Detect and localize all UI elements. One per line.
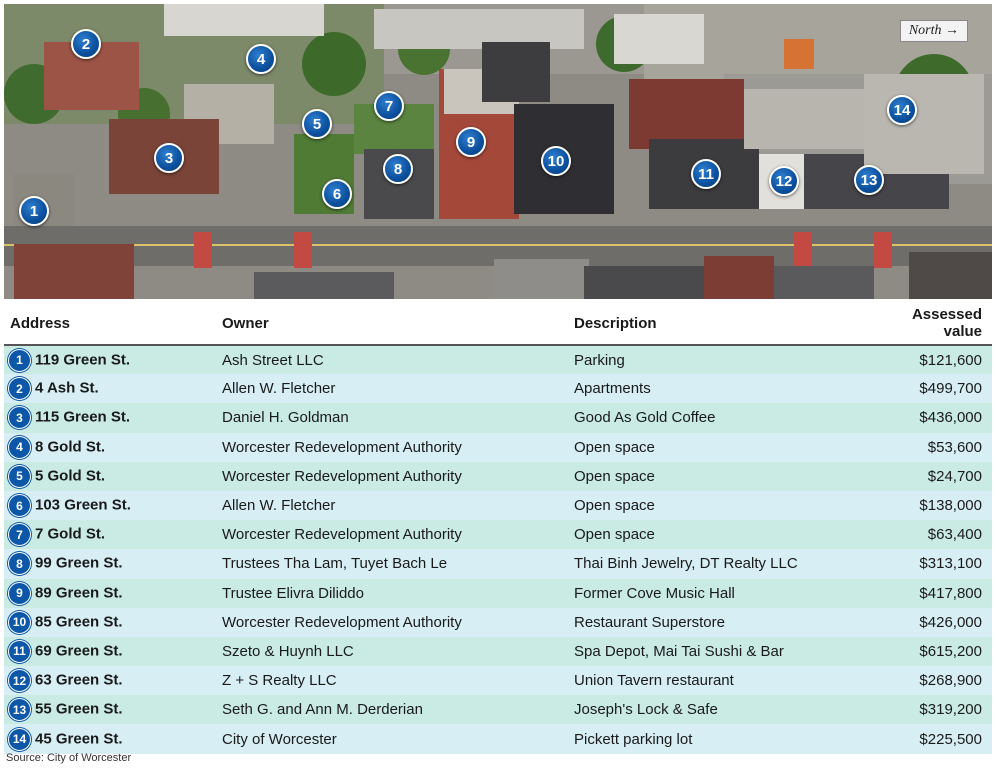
owner-cell: Trustees Tha Lam, Tuyet Bach Le [216,549,568,578]
address-text: 55 Green St. [35,700,123,718]
owner-cell: Worcester Redevelopment Authority [216,433,568,462]
map-marker: 11 [691,159,721,189]
owner-cell: Seth G. and Ann M. Derderian [216,695,568,724]
owner-cell: Ash Street LLC [216,345,568,374]
description-cell: Parking [568,345,880,374]
map-marker: 10 [541,146,571,176]
map-marker: 5 [302,109,332,139]
row-number-badge: 8 [8,552,31,575]
address-text: 8 Gold St. [35,438,106,456]
address-text: 89 Green St. [35,584,123,602]
address-cell [4,520,216,549]
assessed-value-cell: $313,100 [880,549,992,578]
assessed-value-cell: $436,000 [880,403,992,432]
description-cell: Apartments [568,374,880,403]
table-row [4,608,992,637]
row-number-badge: 9 [8,582,31,605]
table-row [4,345,992,374]
address-text: 119 Green St. [35,351,131,369]
address-cell [4,374,216,403]
address-cell [4,608,216,637]
address-text: 4 Ash St. [35,379,99,397]
row-number-badge: 1 [8,349,31,372]
row-number-badge: 2 [8,377,31,400]
assessed-value-cell: $319,200 [880,695,992,724]
assessed-value-cell: $24,700 [880,462,992,491]
row-number-badge: 5 [8,465,31,488]
description-cell: Thai Binh Jewelry, DT Realty LLC [568,549,880,578]
row-number-badge: 6 [8,494,31,517]
owner-cell: Worcester Redevelopment Authority [216,608,568,637]
table-row [4,374,992,403]
table-row [4,403,992,432]
header-description: Description [568,302,880,345]
assessed-value-cell: $138,000 [880,491,992,520]
address-text: 85 Green St. [35,613,123,631]
description-cell: Open space [568,433,880,462]
map-marker: 9 [456,127,486,157]
map-marker: 13 [854,165,884,195]
row-number-badge: 7 [8,523,31,546]
source-credit: Source: City of Worcester [6,752,132,764]
row-number-badge: 4 [8,436,31,459]
header-address: Address [4,302,216,345]
address-cell [4,549,216,578]
table-row [4,695,992,724]
table-row [4,491,992,520]
description-cell: Open space [568,520,880,549]
table-row [4,579,992,608]
north-indicator: North → [900,20,968,42]
address-text: 103 Green St. [35,496,131,514]
owner-cell: Daniel H. Goldman [216,403,568,432]
description-cell: Spa Depot, Mai Tai Sushi & Bar [568,637,880,666]
map-marker: 14 [887,95,917,125]
row-number-badge: 13 [8,698,31,721]
description-cell: Joseph's Lock & Safe [568,695,880,724]
aerial-photo-illustration [4,4,992,299]
address-cell [4,579,216,608]
owner-cell: Allen W. Fletcher [216,374,568,403]
aerial-photo [4,4,992,299]
description-cell: Restaurant Superstore [568,608,880,637]
owner-cell: Allen W. Fletcher [216,491,568,520]
property-table [4,302,992,754]
address-cell [4,433,216,462]
address-cell [4,345,216,374]
assessed-value-cell: $121,600 [880,345,992,374]
address-text: 7 Gold St. [35,525,106,543]
owner-cell: Z + S Realty LLC [216,666,568,695]
row-number-badge: 3 [8,406,31,429]
address-text: 115 Green St. [35,408,131,426]
assessed-value-cell: $53,600 [880,433,992,462]
address-text: 69 Green St. [35,642,123,660]
assessed-value-cell: $499,700 [880,374,992,403]
row-number-badge: 14 [8,728,31,751]
description-cell: Open space [568,491,880,520]
map-marker: 2 [71,29,101,59]
description-cell: Union Tavern restaurant [568,666,880,695]
map-marker: 12 [769,166,799,196]
address-text: 5 Gold St. [35,467,106,485]
address-cell [4,491,216,520]
row-number-badge: 12 [8,669,31,692]
description-cell: Open space [568,462,880,491]
address-text: 99 Green St. [35,554,123,572]
map-marker: 3 [154,143,184,173]
map-marker: 8 [383,154,413,184]
description-cell: Pickett parking lot [568,724,880,753]
assessed-value-cell: $417,800 [880,579,992,608]
owner-cell: Szeto & Huynh LLC [216,637,568,666]
address-cell [4,724,216,753]
table-header-row [4,302,992,345]
address-cell [4,666,216,695]
address-text: 63 Green St. [35,671,123,689]
table-row [4,549,992,578]
header-assessed-value: Assessed value [880,302,992,345]
header-owner: Owner [216,302,568,345]
table-row [4,433,992,462]
map-marker: 7 [374,91,404,121]
map-marker: 6 [322,179,352,209]
row-number-badge: 11 [8,640,31,663]
assessed-value-cell: $268,900 [880,666,992,695]
assessed-value-cell: $615,200 [880,637,992,666]
owner-cell: City of Worcester [216,724,568,753]
map-marker: 1 [19,196,49,226]
owner-cell: Worcester Redevelopment Authority [216,520,568,549]
assessed-value-cell: $225,500 [880,724,992,753]
address-cell [4,695,216,724]
table-row [4,724,992,753]
description-cell: Former Cove Music Hall [568,579,880,608]
description-cell: Good As Gold Coffee [568,403,880,432]
table-row [4,462,992,491]
address-cell [4,403,216,432]
table-row [4,520,992,549]
address-cell [4,462,216,491]
table-row [4,637,992,666]
address-text: 45 Green St. [35,730,123,747]
map-marker: 4 [246,44,276,74]
row-number-badge: 10 [8,611,31,634]
assessed-value-cell: $426,000 [880,608,992,637]
table-row [4,666,992,695]
owner-cell: Worcester Redevelopment Authority [216,462,568,491]
address-cell [4,637,216,666]
assessed-value-cell: $63,400 [880,520,992,549]
owner-cell: Trustee Elivra Diliddo [216,579,568,608]
